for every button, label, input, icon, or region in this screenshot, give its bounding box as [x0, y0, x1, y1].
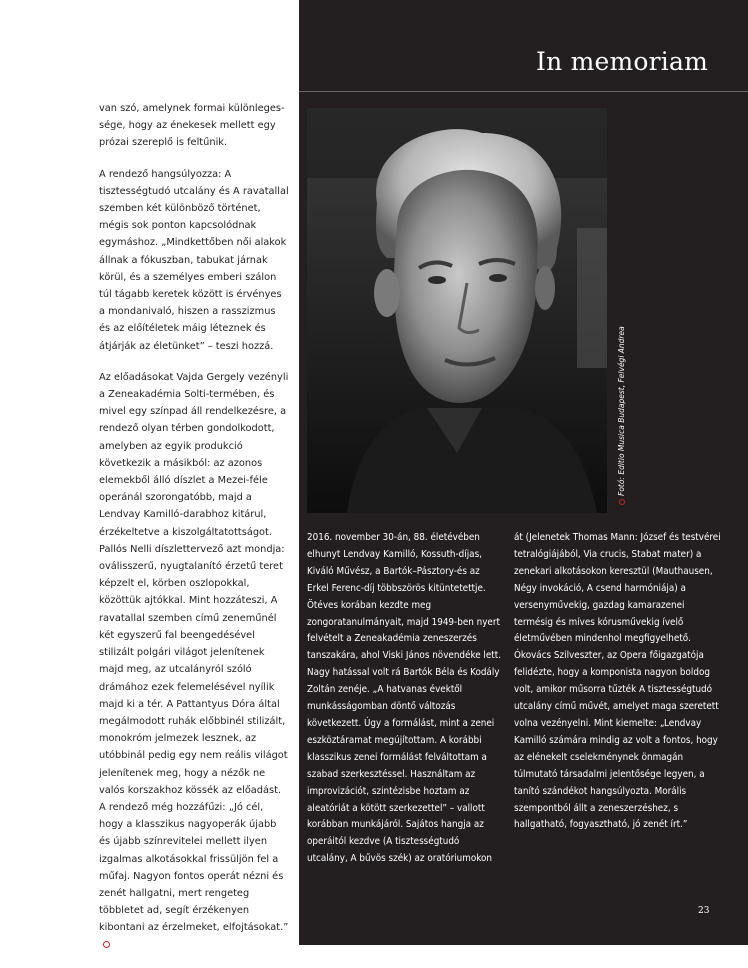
article-paragraph-2: A rendező hangsúlyozza: A tisztességtudó utcalány és A ravatallal szemben két különböző történet, mégis sok ponton kapcsolódnak egymáshoz. „Mindkettőben női alakok állnak a fókuszban, tabukat járnak körül, és a személyes emberi szálon túl tágabb keretek között is érvényes a mondanivaló, hiszen a rasszizmus és az előítéletek máig léteznek és átjárják az életünket” – teszi hozzá.: [99, 168, 289, 352]
page-number: 23: [698, 906, 710, 916]
credit-bullet-icon: [619, 499, 625, 505]
portrait-photo: [307, 108, 607, 513]
section-title: In memoriam: [536, 47, 708, 76]
article-text-column: [99, 100, 289, 968]
photo-credit: [617, 326, 626, 505]
article-paragraph-1: van szó, amelynek formai különleges-sége, hogy az énekesek mellett egy prózai szereplő is feltűnik.: [99, 103, 285, 149]
header-divider: [299, 91, 748, 92]
article-paragraph-4-text: A rendező még hozzáfűzi: „Jó cél, hogy a klasszikus nagyoperák újabb és újabb színrevitelei mellett ilyen izgalmas alkotásokkal frissüljön fel a műfaj. Nagyon fontos operát nézni és zenét hallgatni, mert rengeteg többletet ad, segít érzékenyen kibontani az érzelmeket, elfojtásokat.”: [99, 801, 289, 934]
obituary-column-1: 2016. november 30-án, 88. életévében elhunyt Lendvay Kamilló, Kossuth-díjas, Kiváló Művész, a Bartók–Pásztory-és az Erkel Ferenc-díj többszörös kitüntetettje. Ötéves korában kezdte meg zongoratanulmányait, majd 1949-ben nyert felvételt a Zeneakadémia zeneszerzés tanszakára, ahol Viski János növendéke lett. Nagy hatással volt rá Bartók Béla és Kodály Zoltán zenéje. „A hatvanas évektől munkásságomban döntő változás következett. Úgy a formálást, mint a zenei eszköztáramat megújítottam. A korábbi klasszikus zenei formálást felváltottam a szabad szerkesztéssel. Használtam az improvizációt, szintézisbe hoztam az aleatóriát a kötött szerkezettel” – vallott korábban munkájáról. Sajátos hangja az operáitól kezdve (A tisztességtudó utcalány, A bűvös szék) az oratóriumokon: [307, 532, 501, 865]
article-paragraph-4: [99, 799, 289, 954]
obituary-column-2: át (Jelenetek Thomas Mann: József és testvérei tetralógiájából, Via crucis, Stabat mater) a zenekari alkotásokon keresztül (Mauthausen, Négy invokáció, A csend harmóniája) a versenyművekig, gazdag kamarazenei termésig és míves kórusművekig ívelő életművében mindenhol megfigyelhető. Ókovács Szilveszter, az Opera főigazgatója felidézte, hogy a komponista nagyon boldog volt, amikor műsorra tűzték A tisztességtudó utcalány című művét, amelyet maga szeretett volna vezényelni. Mint kiemelte: „Lendvay Kamilló számára mindig az volt a fontos, hogy az elénekelt cselekménynek önmagán túlmutató társadalmi jelentősége legyen, a tanító szándékot hangsúlyozta. Morális szempontból állt a zeneszerzéshez, s hallgatható, fogyasztható, jó zenét írt.”: [514, 532, 721, 831]
article-paragraph-3: Az előadásokat Vajda Gergely vezényli a Zeneakadémia Solti-termében, és mivel egy színpad áll rendelkezésre, a rendező olyan térben gondolkodott, amelyben az egyik produkció következik a másikból: az azonos elemekből álló díszlet a Mezei-féle operánál szorongatóbb, majd a Lendvay Kamilló-darabhoz kitárul, érzékeltetve a kiszolgáltatottságot. Pallós Nelli díszlettervező azt mondja: oválisszerű, nyugtalanító érzetű teret képzelt el, körben oszlopokkal, közöttük ajtókkal. Mint hozzáteszi, A ravatallal szemben című zeneműnél két egyszerű fal beengedésével stilizált polgári világot jelenítenek majd meg, az utcalányról szóló drámához ezek felemelésével nyílik majd ki a tér. A Pattantyus Dóra által megálmodott ruhák előbbinél stilizált, monokróm jelmezek lesznek, az utóbbinál pedig egy nem reális világot jelenítenek meg, hogy a nézők ne valós korszakhoz kössék az előadást.: [99, 371, 289, 796]
photo-credit-text: Fotó: Editio Musica Budapest, Felvégi Andrea: [617, 326, 626, 496]
